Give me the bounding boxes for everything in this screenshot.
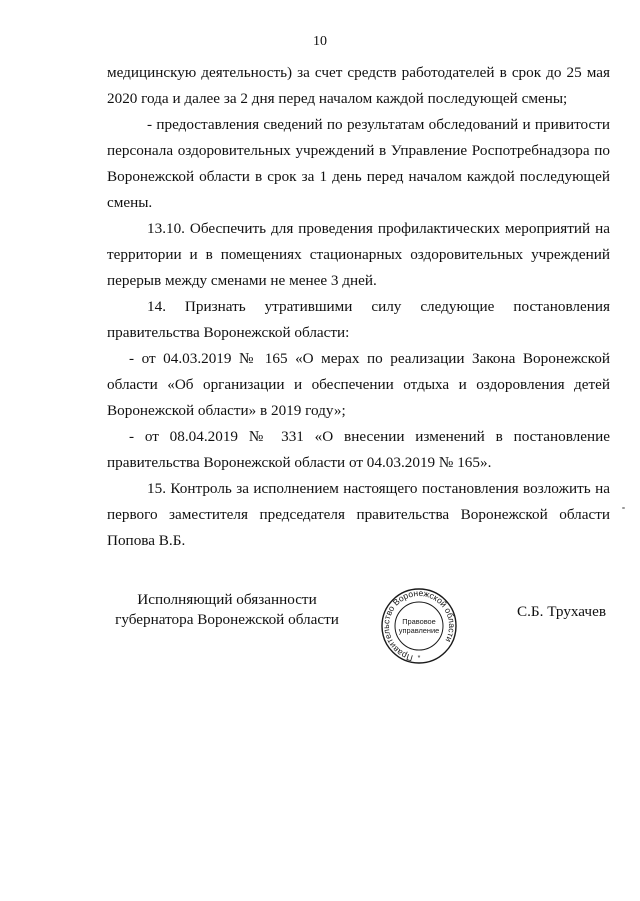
document-body — [107, 60, 610, 554]
paragraph-repealed-331: - от 08.04.2019 № 331 «О внесении изменений в постановление правительства Воронежской области от 04.03.2019 № 165». — [107, 428, 610, 471]
signatory-name: С.Б. Трухачев — [516, 603, 606, 620]
page-number: 10 — [313, 34, 327, 49]
paragraph-continuation: медицинскую деятельность) за счет средств работодателей в срок до 25 мая 2020 года и далее за 2 дня перед началом каждой последующей смены; — [107, 64, 610, 107]
paragraph-reporting-item: - предоставления сведений по результатам обследований и привитости персонала оздоровительных учреждений в Управление Роспотребнадзора по Воронежской области в срок за 1 день перед началом каждой последующей смены. — [107, 116, 610, 211]
signatory-title-line-1: Исполняющий обязанности — [137, 591, 317, 608]
signatory-title — [107, 590, 347, 630]
stamp-center-line-2: управление — [398, 626, 440, 635]
paragraph-13-10: 13.10. Обеспечить для проведения профилактических мероприятий на территории и в помещениях стационарных оздоровительных учреждений перерыв между сменами не менее 3 дней. — [107, 220, 610, 289]
stamp-star: * — [417, 655, 421, 662]
signatory-title-line-2: губернатора Воронежской области — [115, 611, 339, 628]
official-stamp — [369, 586, 469, 666]
stamp-ring-text: Правительство Воронежской области — [380, 587, 458, 664]
paragraph-14: 14. Признать утратившими силу следующие постановления правительства Воронежской области: — [107, 298, 610, 341]
scan-mark — [622, 507, 625, 509]
paragraph-repealed-165: - от 04.03.2019 № 165 «О мерах по реализации Закона Воронежской области «Об организации и обеспечении отдыха и оздоровления детей Воронежской области» в 2019 году»; — [107, 350, 610, 419]
paragraph-15: 15. Контроль за исполнением настоящего постановления возложить на первого заместителя председателя правительства Воронежской области Попова В.Б. — [107, 480, 610, 549]
signature-block — [107, 586, 610, 666]
stamp-center-line-1: Правовое — [402, 617, 436, 626]
